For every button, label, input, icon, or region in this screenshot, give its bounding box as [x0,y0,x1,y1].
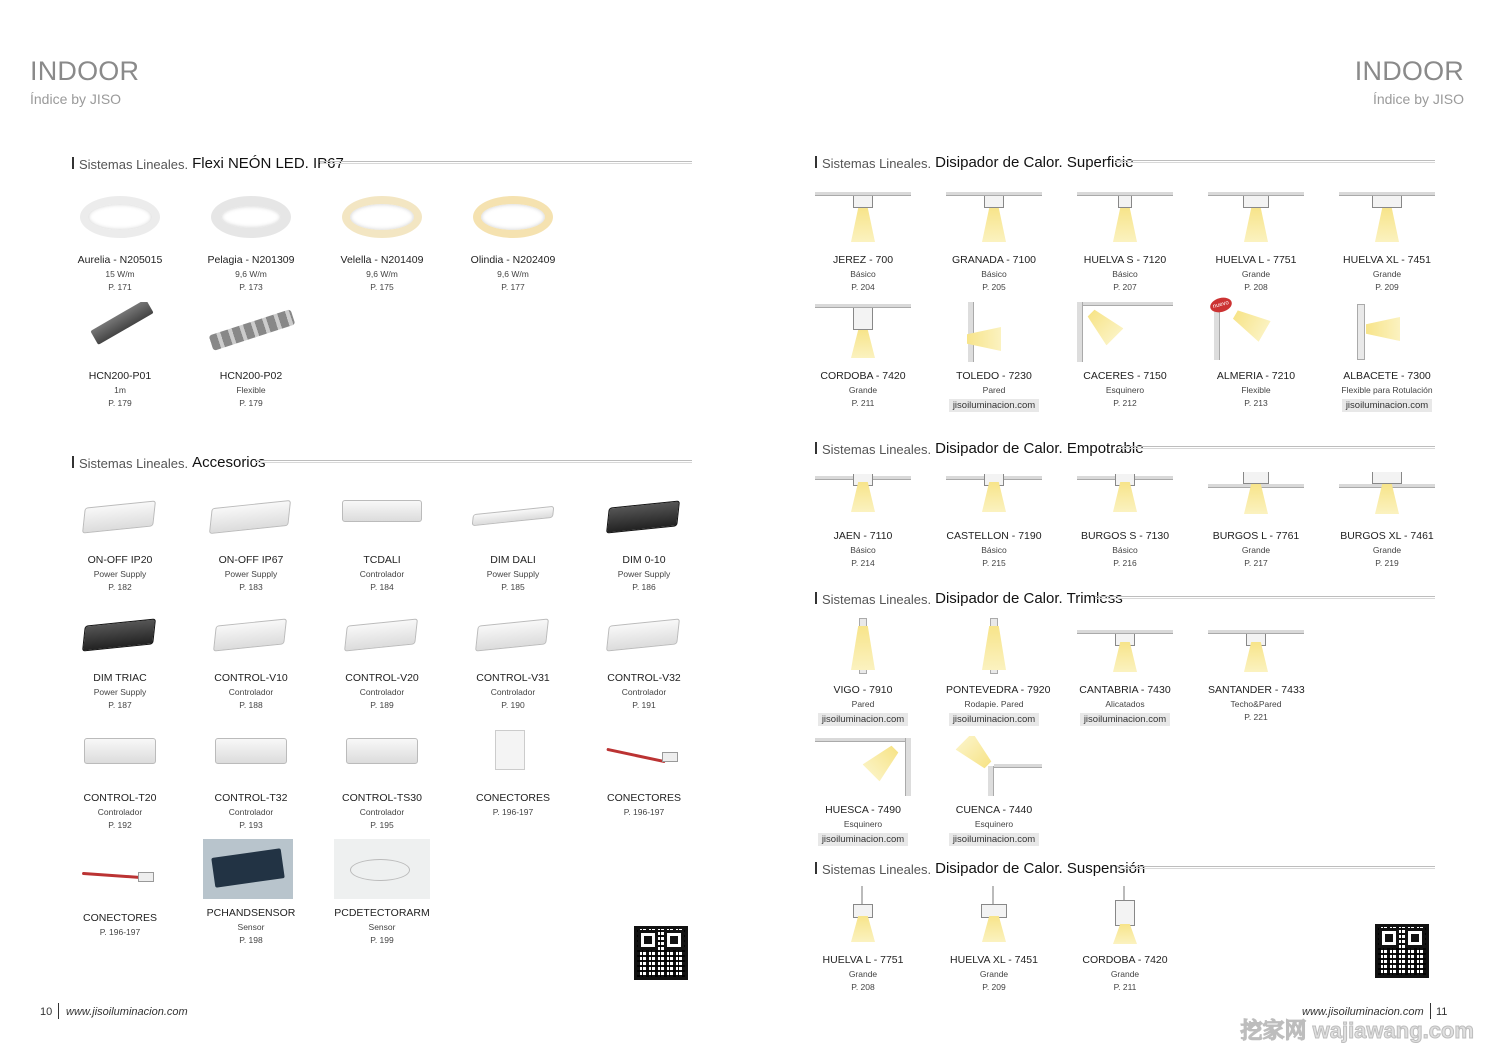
product-item[interactable] [334,839,430,945]
heading-bar [72,456,74,468]
profile-image [815,186,911,246]
product-name: CUENCA - 7440 [955,804,1033,816]
product-spec: Rodapie. Pared [964,699,1024,709]
product-item[interactable] [596,486,692,592]
product-name: CONECTORES [83,912,157,924]
section-heading [815,855,1145,877]
product-page: P. 211 [1113,982,1137,992]
power-supply-image [203,486,299,546]
product-page: P. 195 [370,820,394,830]
page-number-right: 11 [1436,1006,1448,1018]
web-link[interactable]: jisoiluminacion.com [818,833,908,846]
product-spec: Grande [979,969,1009,979]
product-spec: Grande [1241,269,1271,279]
section-heading [815,435,1144,457]
product-page: P. 207 [1113,282,1137,292]
power-supply-image [596,486,692,546]
product-page: P. 175 [370,282,394,292]
profile-image [1077,186,1173,246]
section-prefix: Sistemas Lineales. [822,442,932,457]
section-rule [320,161,692,164]
product-page: P. 179 [108,398,132,408]
web-link[interactable]: jisoiluminacion.com [1342,399,1432,412]
product-name: HUELVA L - 7751 [822,954,904,966]
page-subtitle-left: Índice by JISO [30,91,122,107]
product-spec: Alicatados [1105,699,1145,709]
product-spec: Grande [1372,545,1402,555]
product-spec: Controlador [228,687,274,697]
recessed-profile-image [1077,470,1173,522]
product-item[interactable] [946,886,1042,992]
product-name: Pelagia - N201309 [207,254,295,266]
page-title-right: INDOOR [1354,56,1464,86]
product-item[interactable] [1339,186,1435,292]
product-spec: Esquinero [843,819,883,829]
product-name: ON-OFF IP67 [218,554,284,566]
recessed-profile-image [1208,470,1304,522]
section-prefix: Sistemas Lineales. [79,157,189,172]
product-page: P. 213 [1244,398,1268,408]
product-item[interactable] [465,186,561,292]
product-name: DIM DALI [490,554,536,566]
power-supply-image [72,486,168,546]
product-spec: Power Supply [486,569,540,579]
detector-image [334,839,430,899]
product-item[interactable] [334,724,430,830]
product-item[interactable] [815,886,911,992]
product-name: CONECTORES [476,792,550,804]
section-prefix: Sistemas Lineales. [822,592,932,607]
product-page: P. 196-197 [623,807,665,817]
product-name: CONECTORES [607,792,681,804]
product-item[interactable] [203,839,299,945]
product-item[interactable] [815,470,911,568]
product-name: SANTANDER - 7433 [1208,684,1305,696]
product-name: DIM TRIAC [93,672,147,684]
product-page: P. 209 [1375,282,1399,292]
profile-image [1339,186,1435,246]
corner-profile-image [946,736,1042,796]
heading-bar [815,592,817,604]
product-page: P. 177 [501,282,525,292]
connector-image [72,844,168,904]
product-name: HUELVA S - 7120 [1083,254,1167,266]
product-item[interactable] [1208,616,1304,722]
page-subtitle-right: Índice by JISO [1372,91,1464,107]
product-spec: 15 W/m [105,269,135,279]
product-name: CONTROL-V32 [607,672,681,684]
product-item[interactable] [815,186,911,292]
product-spec: Básico [850,545,876,555]
section-rule [1117,866,1435,869]
page-title-left: INDOOR [30,56,140,86]
product-item[interactable] [72,844,168,937]
product-page: P. 186 [632,582,656,592]
product-name: HUELVA XL - 7451 [950,954,1038,966]
product-spec: Esquinero [974,819,1014,829]
power-supply-image [465,486,561,546]
product-item[interactable] [203,724,299,830]
product-spec: Controlador [359,687,405,697]
product-name: HUESCA - 7490 [825,804,901,816]
product-name: PONTEVEDRA - 7920 [946,684,1051,696]
product-spec: 9,6 W/m [497,269,529,279]
product-name: HUELVA L - 7751 [1215,254,1297,266]
controller-image [203,724,299,784]
product-page: P. 204 [851,282,875,292]
product-name: Velella - N201409 [340,254,424,266]
product-name: PCDETECTORARM [334,907,430,919]
product-name: CONTROL-V20 [345,672,419,684]
watermark: 挖家网 wajiawang.com [1240,1018,1474,1043]
section-heading [72,449,265,471]
product-name: DIM 0-10 [622,554,666,566]
product-spec: Básico [981,545,1007,555]
hand-sensor-image [203,839,299,899]
product-page: P. 191 [632,700,656,710]
web-link[interactable]: jisoiluminacion.com [949,833,1039,846]
product-name: CORDOBA - 7420 [1082,954,1168,966]
product-item[interactable] [1077,302,1173,408]
product-spec: Grande [848,385,878,395]
section-heading [815,149,1134,171]
controller-image [72,724,168,784]
product-page: P. 215 [982,558,1006,568]
section-name: Disipador de Calor. Suspensión [935,860,1146,877]
product-item[interactable] [1339,302,1435,413]
product-page: P. 184 [370,582,394,592]
corner-profile-image [1077,302,1173,362]
product-spec: Básico [981,269,1007,279]
connector-image [596,724,692,784]
recessed-profile-image [946,470,1042,522]
profile-image [1208,186,1304,246]
section-rule [1095,596,1435,599]
product-page: P. 209 [982,982,1006,992]
flexible-profile-image [1339,302,1435,362]
suspended-profile-image [1077,886,1173,946]
product-item[interactable] [72,724,168,830]
product-page: P. 185 [501,582,525,592]
product-name: BURGOS L - 7761 [1212,530,1300,542]
product-name: JAEN - 7110 [833,530,893,542]
product-spec: Sensor [368,922,396,932]
power-supply-image [72,604,168,664]
product-name: BURGOS S - 7130 [1080,530,1170,542]
product-item[interactable] [72,486,168,592]
product-spec: Controlador [359,569,405,579]
section-heading [815,585,1123,607]
product-item[interactable] [946,302,1042,413]
web-link[interactable]: jisoiluminacion.com [949,713,1039,726]
product-item[interactable] [72,604,168,710]
product-spec: Flexible [1241,385,1271,395]
product-page: P. 188 [239,700,263,710]
product-page: P. 205 [982,282,1006,292]
product-spec: Power Supply [617,569,671,579]
product-name: PCHANDSENSOR [206,907,296,919]
heading-bar [72,157,74,169]
footer-url-right[interactable]: www.jisoiluminacion.com [1302,1006,1424,1018]
product-page: P. 214 [851,558,875,568]
product-spec: 1m [114,385,126,395]
product-page: P. 217 [1244,558,1268,568]
product-spec: Básico [1112,545,1138,555]
product-spec: Controlador [621,687,667,697]
product-page: P. 198 [239,935,263,945]
wall-profile-image [946,302,1042,362]
neon-strip-image [72,186,168,246]
product-item[interactable] [203,486,299,592]
product-spec: Grande [848,969,878,979]
product-spec: Pared [851,699,875,709]
product-name: Olindia - N202409 [470,254,556,266]
controller-image [203,604,299,664]
product-spec: Controlador [228,807,274,817]
product-page: P. 216 [1113,558,1137,568]
product-item[interactable] [1208,296,1304,408]
product-name: ALMERIA - 7210 [1216,370,1296,382]
product-spec: Power Supply [93,569,147,579]
product-name: CONTROL-T32 [214,792,288,804]
trimless-profile-image [1208,616,1304,676]
product-spec: Grande [1110,969,1140,979]
product-item[interactable] [334,186,430,292]
controller-image [465,604,561,664]
section-name: Disipador de Calor. Trimless [935,590,1123,607]
rail-image [72,302,168,362]
page-number-left: 10 [40,1006,53,1018]
product-item[interactable] [946,470,1042,568]
product-item[interactable] [1077,616,1173,727]
product-item[interactable] [815,302,911,408]
product-item[interactable] [465,486,561,592]
controller-image [334,604,430,664]
product-spec: Flexible [236,385,266,395]
product-item[interactable] [334,604,430,710]
product-item[interactable] [1077,470,1173,568]
product-name: BURGOS XL - 7461 [1340,530,1434,542]
product-item[interactable] [1208,186,1304,292]
product-page: P. 211 [851,398,875,408]
product-name: CANTABRIA - 7430 [1079,684,1171,696]
product-spec: 9,6 W/m [235,269,267,279]
product-name: CONTROL-T20 [83,792,157,804]
product-name: HCN200-P01 [88,370,152,382]
product-spec: Grande [1241,545,1271,555]
product-item[interactable] [203,186,299,292]
neon-strip-image [465,186,561,246]
product-page: P. 182 [108,582,132,592]
product-name: HCN200-P02 [219,370,283,382]
trimless-profile-image [815,616,911,676]
product-page: P. 190 [501,700,525,710]
product-name: CORDOBA - 7420 [820,370,906,382]
product-name: JEREZ - 700 [832,254,894,266]
product-item[interactable] [465,724,561,817]
product-spec: Controlador [490,687,536,697]
product-spec: Flexible para Rotulación [1341,385,1433,395]
product-page: P. 173 [239,282,263,292]
corner-profile-image [815,736,911,796]
heading-bar [815,442,817,454]
section-name: Disipador de Calor. Superficie [935,154,1134,171]
product-page: P. 196-197 [99,927,141,937]
product-item[interactable] [203,604,299,710]
product-name: ALBACETE - 7300 [1343,370,1431,382]
qr-code-left[interactable] [634,926,688,980]
product-name: CONTROL-V31 [476,672,550,684]
product-item[interactable] [72,302,168,408]
product-page: P. 208 [1244,282,1268,292]
new-badge: nuevo [1209,296,1234,315]
product-spec: Techo&Pared [1230,699,1282,709]
qr-code-right[interactable] [1375,924,1429,978]
controller-image [334,724,430,784]
trimless-profile-image [946,616,1042,676]
product-page: P. 187 [108,700,132,710]
product-name: CASTELLON - 7190 [946,530,1042,542]
product-page: P. 179 [239,398,263,408]
product-page: P. 171 [108,282,132,292]
product-spec: Básico [850,269,876,279]
recessed-profile-image [1339,470,1435,522]
product-page: P. 199 [370,935,394,945]
product-page: P. 189 [370,700,394,710]
heading-bar [815,862,817,874]
product-item[interactable] [1077,186,1173,292]
controller-image [334,486,430,546]
section-rule [1119,446,1435,449]
product-name: TOLEDO - 7230 [956,370,1032,382]
section-prefix: Sistemas Lineales. [822,156,932,171]
footer-divider [58,1003,59,1019]
flexible-profile-image [1208,296,1304,362]
product-name: CONTROL-V10 [214,672,288,684]
product-page: P. 212 [1113,398,1137,408]
product-item[interactable] [1077,886,1173,992]
web-link[interactable]: jisoiluminacion.com [1080,713,1170,726]
product-spec: Power Supply [224,569,278,579]
product-name: CONTROL-TS30 [342,792,422,804]
profile-image [815,302,911,362]
section-rule [256,460,692,463]
product-page: P. 219 [1375,558,1399,568]
suspended-profile-image [946,886,1042,946]
section-name: Flexi NEÓN LED. IP67 [192,155,344,172]
section-prefix: Sistemas Lineales. [79,456,189,471]
product-item[interactable] [946,186,1042,292]
neon-strip-image [203,186,299,246]
product-spec: Power Supply [93,687,147,697]
suspended-profile-image [815,886,911,946]
product-item[interactable] [946,736,1042,847]
product-item[interactable] [1208,470,1304,568]
product-item[interactable] [596,724,692,817]
product-spec: Controlador [97,807,143,817]
profile-image [946,186,1042,246]
product-page: P. 193 [239,820,263,830]
product-item[interactable] [596,604,692,710]
controller-image [596,604,692,664]
product-spec: Controlador [359,807,405,817]
web-link[interactable]: jisoiluminacion.com [818,713,908,726]
product-name: HUELVA XL - 7451 [1343,254,1431,266]
product-item[interactable] [815,736,911,847]
product-page: P. 208 [851,982,875,992]
product-item[interactable] [203,302,299,408]
product-page: P. 183 [239,582,263,592]
product-item[interactable] [1339,470,1435,568]
product-item[interactable] [946,616,1051,727]
product-name: TCDALI [363,554,401,566]
section-name: Accesorios [192,454,266,471]
product-spec: Pared [982,385,1006,395]
product-page: P. 221 [1244,712,1268,722]
footer-url-left[interactable]: www.jisoiluminacion.com [66,1006,188,1018]
section-heading [72,150,344,172]
section-prefix: Sistemas Lineales. [822,862,932,877]
product-name: VIGO - 7910 [833,684,893,696]
product-name: GRANADA - 7100 [951,254,1037,266]
connector-image [465,724,561,784]
trimless-profile-image [1077,616,1173,676]
recessed-profile-image [815,470,911,522]
product-item[interactable] [465,604,561,710]
product-spec: Esquinero [1105,385,1145,395]
product-item[interactable] [72,186,168,292]
product-page: P. 196-197 [492,807,534,817]
product-item[interactable] [334,486,430,592]
neon-strip-image [334,186,430,246]
section-rule [1115,160,1435,163]
product-item[interactable] [815,616,911,727]
product-name: CACERES - 7150 [1083,370,1167,382]
product-spec: 9,6 W/m [366,269,398,279]
product-spec: Grande [1372,269,1402,279]
product-name: ON-OFF IP20 [87,554,153,566]
web-link[interactable]: jisoiluminacion.com [949,399,1039,412]
section-name: Disipador de Calor. Empotrable [935,440,1144,457]
heading-bar [815,156,817,168]
product-page: P. 192 [108,820,132,830]
product-name: Aurelia - N205015 [77,254,163,266]
product-spec: Sensor [237,922,265,932]
clips-image [203,302,299,362]
product-spec: Básico [1112,269,1138,279]
